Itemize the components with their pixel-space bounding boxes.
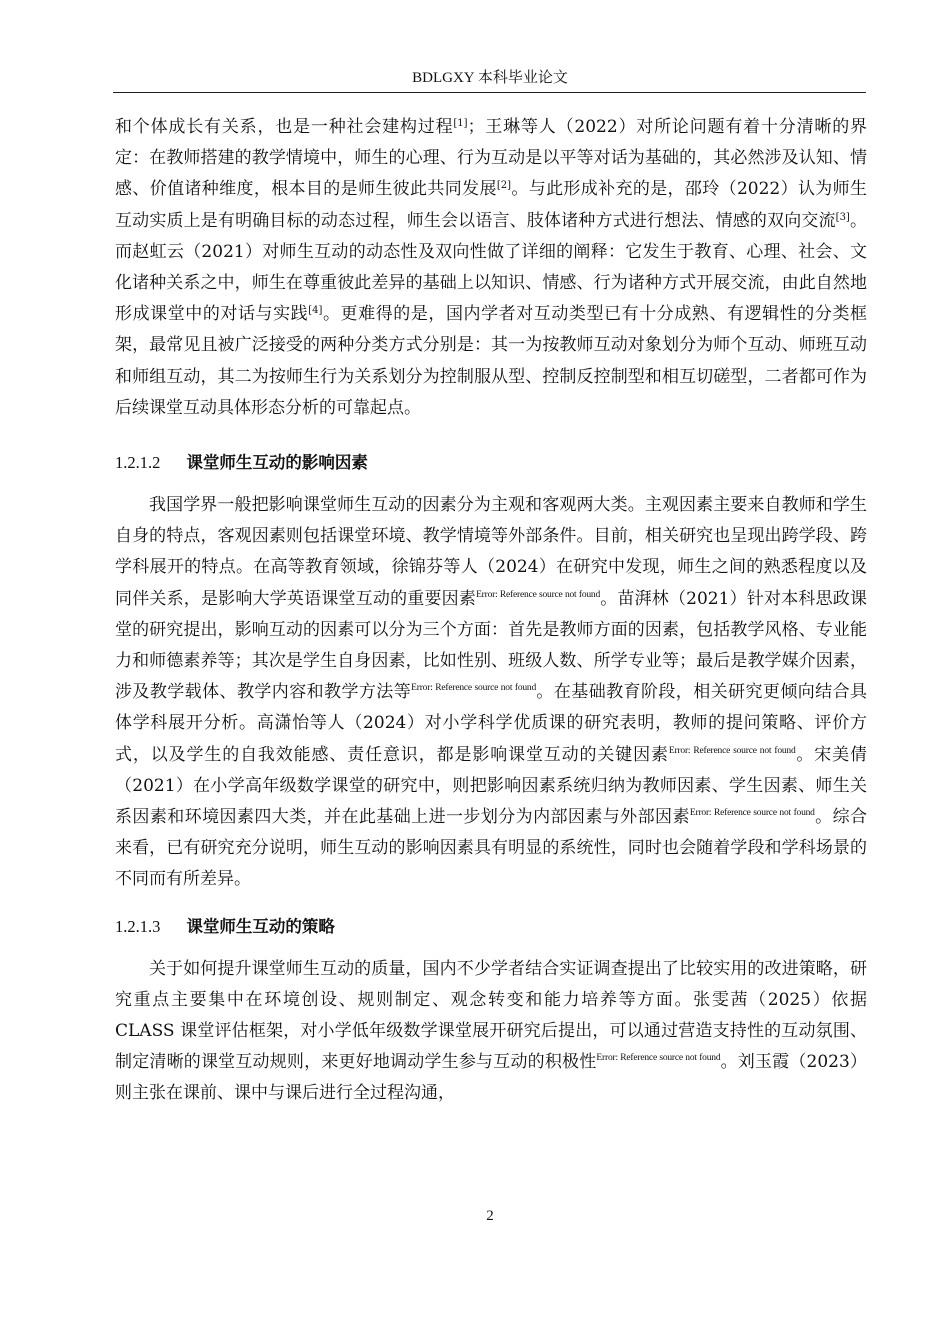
text-span: 。宋美倩（2021）在小学高年级数学课堂的研究中，则把影响因素系统归纳为教师因素、学生因素、师生关系因素和环境因素四大类，并在此基础上进一步划分为内部因素与外部因素: [115, 744, 867, 828]
header-rule: [113, 92, 866, 93]
running-header: BDLGXY 本科毕业论文: [412, 70, 568, 86]
page-number: 2: [486, 1208, 494, 1224]
text-span: ；王琳等人（2022）对所论问题有着十分清晰的界定：在教师搭建的教学情境中，师生的心理、行为互动是以平等对话为基础的，其必然涉及认知、情感、价值诸种维度，根本目的是师生彼此共同发展: [115, 117, 868, 200]
section-heading-strategies: [115, 911, 867, 942]
paragraph-strategies: [115, 954, 867, 1110]
text-span: 。更难得的是，国内学者对互动类型已有十分成熟、有逻辑性的分类框架，最常见且被广泛接受的两种分类方式分别是：其一为按教师互动对象划分为师个互动、师班互动和师组互动，其二为按师生行为关系划分为控制服从型、控制反控制型和相互切磋型，二者都可作为后续课堂互动具体形态分析的可靠起点。: [115, 304, 868, 418]
citation-marker[interactable]: [1]: [453, 118, 468, 129]
page-body: [115, 112, 867, 1110]
reference-error-marker[interactable]: Error: Reference source not found: [668, 745, 796, 756]
text-span: 关于如何提升课堂师生互动的质量，国内不少学者结合实证调查提出了比较实用的改进策略，研究重点主要集中在环境创设、规则制定、观念转变和能力培养等方面。张雯茜（2025）依据 CLASS 课堂评估框架，对小学低年级数学课堂展开研究后提出，可以通过营造支持性的互动氛围、制定清晰的课堂互动规则，来更好地调动学生参与互动的积极性: [115, 958, 867, 1073]
reference-error-marker[interactable]: Error: Reference source not found: [596, 1053, 721, 1064]
text-span: 。刘玉霞（2023）则主张在课前、课中与课后进行全过程沟通，: [115, 1052, 867, 1104]
section-heading-factors: [115, 447, 867, 478]
citation-marker[interactable]: [4]: [308, 305, 323, 317]
text-span: 。而赵虹云（2021）对师生互动的动态性及双向性做了详细的阐释：它发生于教育、心理、社会、文化诸种关系之中，师生在尊重彼此差异的基础上以知识、情感、行为诸种方式开展交流，由此自然地形成课堂中的对话与实践: [115, 210, 868, 325]
text-span: 。与此形成补充的是，邵玲（2022）认为师生互动实质上是有明确目标的动态过程，师生会以语言、肢体诸种方式进行想法、情感的双向交流: [115, 179, 868, 231]
text-span: 。综合来看，已有研究充分说明，师生互动的影响因素具有明显的系统性，同时也会随着学段和学科场景的不同而有所差异。: [115, 807, 867, 890]
paragraph-interaction-definitions: [115, 112, 867, 424]
paragraph-influencing-factors: [115, 490, 867, 896]
citation-marker[interactable]: [2]: [496, 180, 511, 192]
section-title: 课堂师生互动的策略: [186, 916, 335, 936]
reference-error-marker[interactable]: Error: Reference source not found: [411, 683, 537, 694]
section-number: 1.2.1.3: [115, 916, 161, 936]
citation-marker[interactable]: [3]: [835, 211, 850, 223]
text-span: 和个体成长有关系，也是一种社会建构过程: [115, 117, 454, 137]
text-span: 。苗湃林（2021）针对本科思政课堂的研究提出，影响互动的因素可以分为三个方面：首先是教师方面的因素，包括教学风格、专业能力和师德素养等；其次是学生自身因素，比如性别、班级人数、所学专业等；最后是教学媒介因素，涉及教学载体、教学内容和教学方法等: [115, 588, 867, 703]
section-title: 课堂师生互动的影响因素: [186, 453, 368, 473]
section-number: 1.2.1.2: [115, 453, 161, 473]
text-span: 。在基础教育阶段，相关研究更倾向结合具体学科展开分析。高潇怡等人（2024）对小学科学优质课的研究表明，教师的提问策略、评价方式，以及学生的自我效能感、责任意识，都是影响课堂互动的关键因素: [115, 682, 868, 765]
reference-error-marker[interactable]: Error: Reference source not found: [476, 589, 601, 600]
text-span: 我国学界一般把影响课堂师生互动的因素分为主观和客观两大类。主观因素主要来自教师和学生自身的特点，客观因素则包括课堂环境、教学情境等外部条件。目前，相关研究也呈现出跨学段、跨学科展开的特点。在高等教育领域，徐锦芬等人（2024）在研究中发现，师生之间的熟悉程度以及同伴关系，是影响大学英语课堂互动的重要因素: [115, 495, 867, 609]
reference-error-marker[interactable]: Error: Reference source not found: [689, 808, 815, 819]
